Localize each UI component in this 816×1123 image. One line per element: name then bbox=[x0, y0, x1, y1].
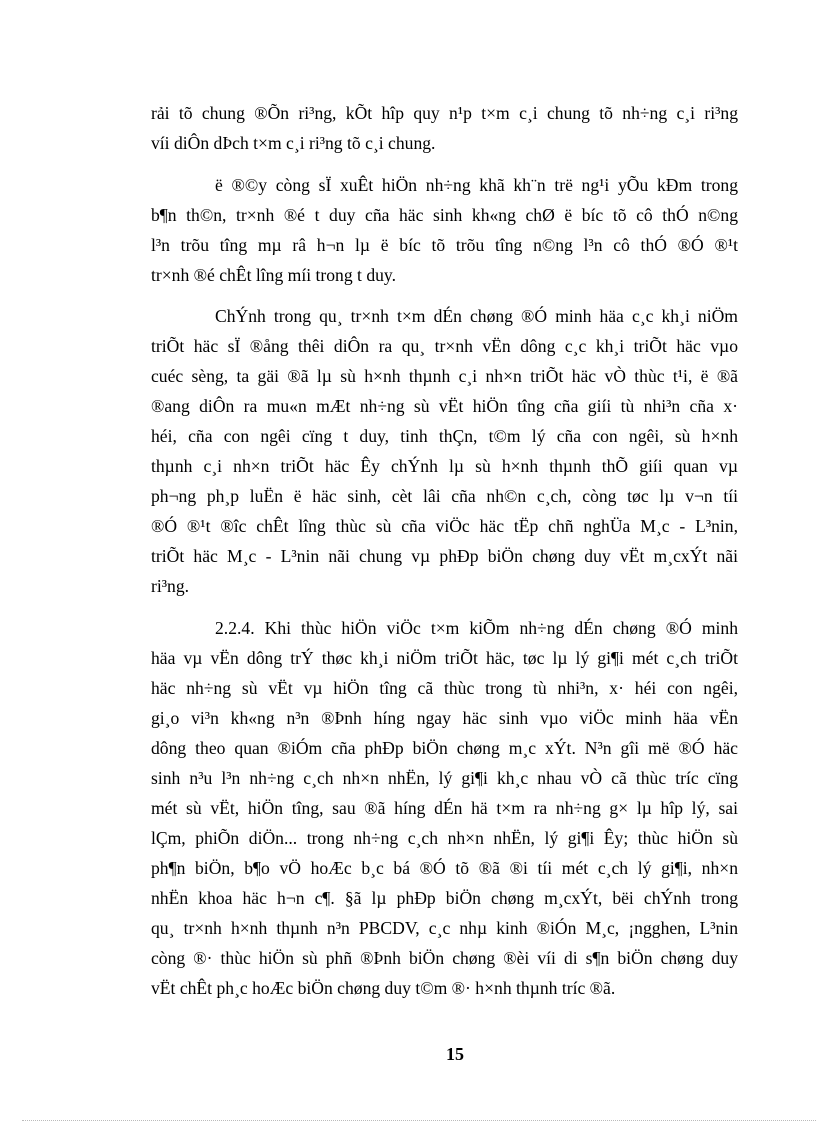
text-line: sinh n³u l³n nh÷ng c¸ch nh×n nhËn, lý gi¶i kh¸c nhau vÒ cã thùc tríc cïng bbox=[151, 768, 738, 789]
text-line: gi¸o vi³n kh«ng n³n ®Þnh híng ngay häc sinh vµo viÖc minh häa vËn bbox=[151, 708, 738, 729]
text-line: héi, cña con ngêi cïng t duy, tinh thÇn, t©m lý cña con ngêi, sù h×nh bbox=[151, 426, 738, 447]
text-line: ChÝnh trong qu¸ tr×nh t×m dÉn chøng ®Ó minh häa c¸c kh¸i niÖm bbox=[215, 306, 738, 327]
text-line: häc nh÷ng sù vËt vµ hiÖn tîng cã thùc trong tù nhi³n, x· héi con ngêi, bbox=[151, 678, 738, 699]
text-line: ®ang diÔn ra mu«n mÆt nh÷ng sù vËt hiÖn tîng cña giíi tù nhi³n cña x· bbox=[151, 396, 738, 417]
text-line: ë ®©y còng sÏ xuÊt hiÖn nh÷ng khã kh¨n trë ng¹i yÕu kÐm trong bbox=[215, 174, 738, 195]
paragraph-4 bbox=[151, 613, 738, 1003]
text-line: häa vµ vËn dông trÝ thøc kh¸i niÖm triÕt häc, tøc lµ lý gi¶i mét c¸ch triÕt bbox=[151, 648, 738, 669]
page-number: 15 bbox=[446, 1044, 464, 1064]
text-line: ph¶n biÖn, b¶o vÖ hoÆc b¸c bá ®Ó tõ ®ã ®i tíi mét c¸ch lý gi¶i, nh×n bbox=[151, 858, 738, 879]
text-line: rải tõ chung ®Õn ri³ng, kÕt hîp quy n¹p t×m c¸i chung tõ nh÷ng c¸i ri³ng bbox=[151, 103, 738, 123]
text-line: cuéc sèng, ta gäi ®ã lµ sù h×nh thµnh c¸i nh×n triÕt häc vÒ thùc t¹i, ë ®ã bbox=[151, 366, 738, 387]
text-line: l³n trõu tîng mµ râ h¬n lµ ë bíc tõ trõu tîng n©ng l³n cô thÓ ®Ó ®¹t bbox=[151, 234, 738, 255]
text-line: còng ®· thùc hiÖn sù phñ ®Þnh biÖn chøng ®èi víi di s¶n biÖn chøng duy bbox=[151, 948, 738, 969]
text-line: triÕt häc sÏ ®ång thêi diÔn ra qu¸ tr×nh vËn dông c¸c kh¸i triÕt häc vµo bbox=[151, 336, 738, 357]
document-body bbox=[151, 98, 738, 1015]
text-line: víi diÔn dÞch t×m c¸i ri³ng tõ c¸i chung. bbox=[151, 133, 436, 153]
text-line: 2.2.4. Khi thùc hiÖn viÖc t×m kiÕm nh÷ng dÉn chøng ®Ó minh bbox=[215, 618, 738, 639]
text-line: mét sù vËt, hiÖn tîng, sau ®ã híng dÉn hä t×m ra nh÷ng g× lµ hîp lý, sai bbox=[151, 798, 738, 819]
text-line: qu¸ tr×nh h×nh thµnh n³n PBCDV, c¸c nhµ kinh ®iÓn M¸c, ¡ngghen, L³nin bbox=[151, 918, 738, 939]
text-line: ph¬ng ph¸p luËn ë häc sinh, cèt lâi cña nh©n c¸ch, còng tøc lµ v¬n tíi bbox=[151, 486, 738, 507]
text-line: lÇm, phiÕn diÖn... trong nh÷ng c¸ch nh×n nhËn, lý gi¶i Êy; thùc hiÖn sù bbox=[151, 828, 738, 849]
text-line: triÕt häc M¸c - L³nin nãi chung vµ phÐp biÖn chøng duy vËt m¸cxÝt nãi bbox=[151, 546, 738, 567]
page-bottom-divider bbox=[22, 1120, 816, 1121]
text-line: tr×nh ®é chÊt lîng míi trong t duy. bbox=[151, 264, 396, 285]
text-line: ®Ó ®¹t ®îc chÊt lîng thùc sù cña viÖc häc tËp chñ nghÜa M¸c - L³nin, bbox=[151, 516, 738, 537]
text-line: nhËn khoa häc h¬n c¶. §ã lµ phÐp biÖn chøng m¸cxÝt, bëi chÝnh trong bbox=[151, 888, 738, 909]
text-line: ri³ng. bbox=[151, 576, 190, 597]
paragraph-1 bbox=[151, 98, 738, 158]
text-line: vËt chÊt ph¸c hoÆc biÖn chøng duy t©m ®· h×nh thµnh tríc ®ã. bbox=[151, 978, 616, 999]
text-line: dông theo quan ®iÓm cña phÐp biÖn chøng m¸c xÝt. N³n gîi më ®Ó häc bbox=[151, 738, 738, 759]
text-line: thµnh c¸i nh×n triÕt häc Êy chÝnh lµ sù h×nh thµnh thÕ giíi quan vµ bbox=[151, 456, 738, 477]
paragraph-3 bbox=[151, 301, 738, 601]
paragraph-2 bbox=[151, 170, 738, 290]
text-line: b¶n th©n, tr×nh ®é t duy cña häc sinh kh«ng chØ ë bíc tõ cô thÓ n©ng bbox=[151, 204, 738, 225]
